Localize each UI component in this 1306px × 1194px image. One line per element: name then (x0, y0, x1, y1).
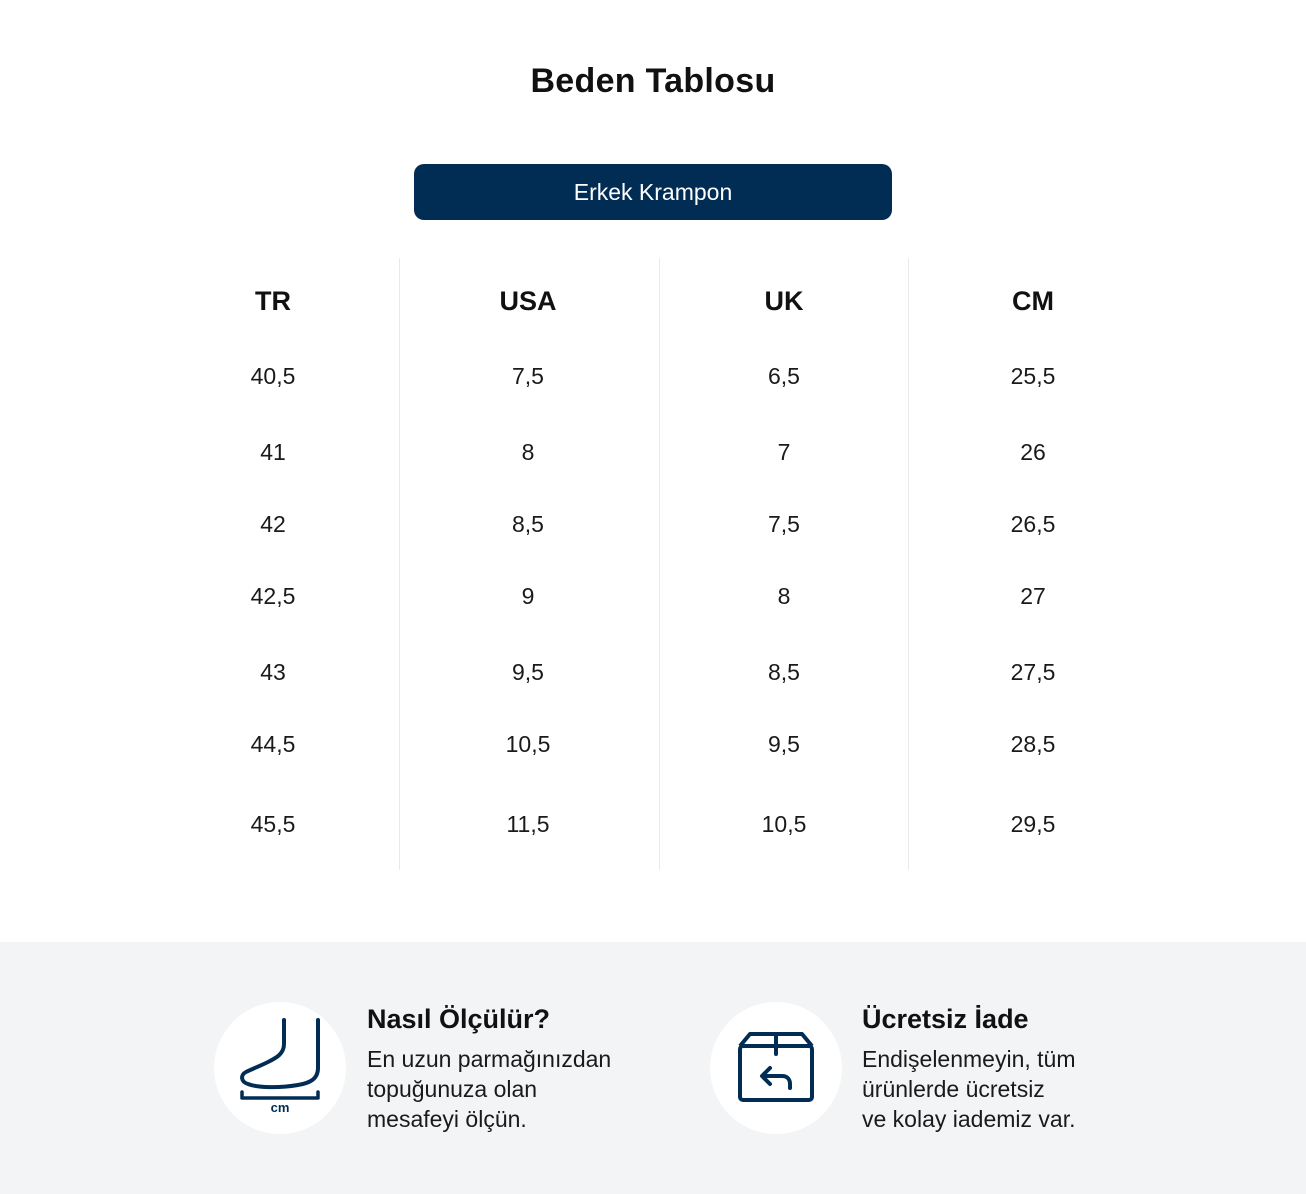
table-cell: 28,5 (1010, 731, 1056, 757)
column-divider (399, 258, 400, 870)
table-cell: 10,5 (505, 731, 551, 757)
table-cell: 29,5 (1010, 811, 1056, 837)
table-cell: 45,5 (250, 811, 296, 837)
table-cell: 11,5 (506, 811, 550, 837)
table-cell: 8,5 (768, 659, 800, 685)
returns-title: Ücretsiz İade (862, 1004, 1029, 1034)
table-cell: 8,5 (512, 511, 544, 537)
measure-title: Nasıl Ölçülür? (367, 1004, 551, 1034)
table-cell: 8 (777, 583, 791, 609)
table-cell: 10,5 (761, 811, 807, 837)
table-cell: 7 (777, 439, 791, 465)
column-header-usa: USA (499, 286, 557, 316)
table-cell: 44,5 (250, 731, 296, 757)
table-cell: 9,5 (512, 659, 544, 685)
box-return-icon (710, 1002, 842, 1134)
tab-erkek-krampon[interactable]: Erkek Krampon (414, 164, 892, 220)
table-cell: 7,5 (768, 511, 800, 537)
column-divider (908, 258, 909, 870)
table-cell: 9,5 (768, 731, 800, 757)
column-divider (659, 258, 660, 870)
measure-text: En uzun parmağınızdan topuğunuza olan mesafeyi ölçün. (367, 1046, 612, 1132)
table-cell: 42,5 (250, 583, 296, 609)
table-cell: 25,5 (1010, 363, 1056, 389)
table-cell: 27,5 (1010, 659, 1056, 685)
table-cell: 8 (521, 439, 535, 465)
info-footer (0, 942, 1306, 1194)
table-cell: 7,5 (512, 363, 544, 389)
table-cell: 26,5 (1010, 511, 1056, 537)
page-title: Beden Tablosu (530, 62, 776, 100)
returns-text: Endişelenmeyin, tüm ürünlerde ücretsiz ve kolay iademiz var. (862, 1046, 1076, 1132)
column-header-tr: TR (255, 286, 291, 316)
table-cell: 41 (260, 439, 286, 465)
table-cell: 43 (260, 659, 286, 685)
table-cell: 40,5 (250, 363, 296, 389)
table-cell: 42 (260, 511, 286, 537)
table-cell: 26 (1020, 439, 1046, 465)
icon-label: cm (270, 1100, 290, 1115)
table-cell: 9 (521, 583, 535, 609)
table-cell: 6,5 (768, 363, 800, 389)
column-header-cm: CM (1012, 286, 1054, 316)
table-cell: 27 (1020, 583, 1046, 609)
size-table (148, 258, 1158, 870)
column-header-uk: UK (764, 286, 804, 316)
foot-measure-icon (214, 1002, 346, 1134)
